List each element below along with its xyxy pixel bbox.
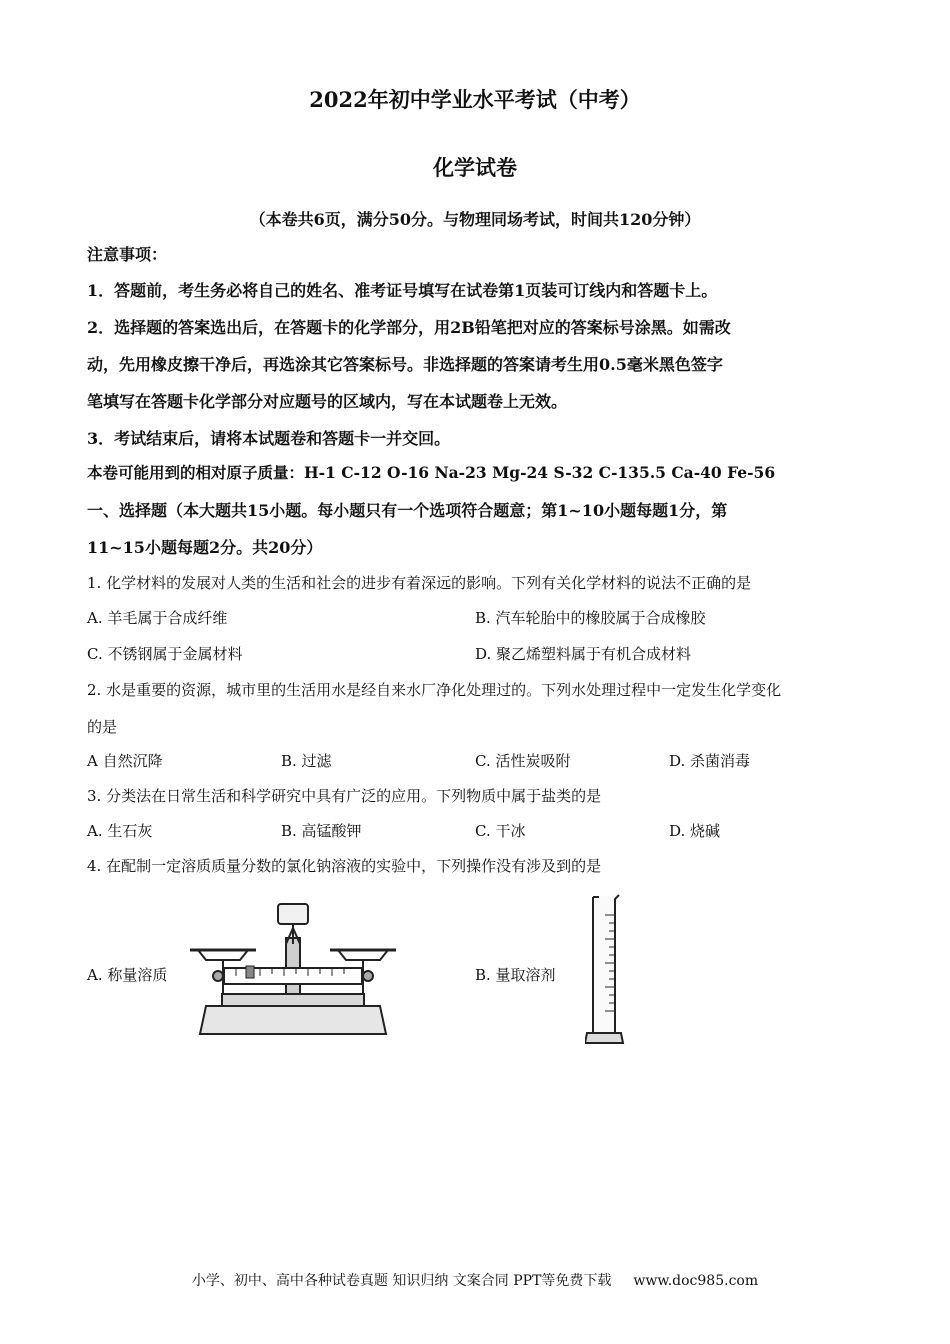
- notice-item-2-line-2: 动，先用橡皮擦干净后，再选涂其它答案标号。非选择题的答案请考生用0.5毫米黑色签字: [87, 355, 723, 374]
- question-2-option-c: C. 活性炭吸附: [475, 752, 571, 770]
- page-footer: [0, 1270, 950, 1290]
- question-1-option-c: C. 不锈钢属于金属材料: [87, 645, 243, 663]
- question-2-stem-line-1: 2. 水是重要的资源，城市里的生活用水是经自来水厂净化处理过的。下列水处理过程中一定发生化学变化: [87, 681, 782, 699]
- question-4-option-a: A. 称量溶质: [87, 966, 168, 984]
- question-4-option-b: B. 量取溶剂: [475, 966, 556, 984]
- subject-title: 化学试卷: [433, 155, 517, 180]
- notice-item-2-line-3: 笔填写在答题卡化学部分对应题号的区域内，写在本试题卷上无效。: [87, 392, 568, 411]
- notice-item-3: 3．考试结束后，请将本试题卷和答题卡一并交回。: [87, 429, 451, 448]
- question-1-option-a: A. 羊毛属于合成纤维: [87, 609, 228, 627]
- question-1-option-d: D. 聚乙烯塑料属于有机合成材料: [475, 645, 692, 663]
- section-1-heading-line-2: 11~15小题每题2分。共20分）: [87, 538, 323, 557]
- notice-item-2-line-1: 2．选择题的答案选出后，在答题卡的化学部分，用2B铅笔把对应的答案标号涂黑。如需改: [87, 318, 731, 337]
- notice-item-1: 1．答题前，考生务必将自己的姓名、准考证号填写在试卷第1页装可订线内和答题卡上。: [87, 281, 718, 300]
- question-1-stem: 1. 化学材料的发展对人类的生活和社会的进步有着深远的影响。下列有关化学材料的说法不正确的是: [87, 574, 752, 592]
- question-3-option-d: D. 烧碱: [669, 822, 721, 840]
- question-2-option-d: D. 杀菌消毒: [669, 752, 751, 770]
- exam-info: （本卷共6页，满分50分。与物理同场考试，时间共120分钟）: [249, 210, 701, 229]
- question-3-stem: 3. 分类法在日常生活和科学研究中具有广泛的应用。下列物质中属于盐类的是: [87, 787, 602, 805]
- question-1-option-b: B. 汽车轮胎中的橡胶属于合成橡胶: [475, 609, 706, 627]
- question-2-option-b: B. 过滤: [281, 752, 332, 770]
- footer-url[interactable]: www.doc985.com: [633, 1273, 759, 1289]
- section-1-heading-line-1: 一、选择题（本大题共15小题。每小题只有一个选项符合题意；第1~10小题每题1分，第: [87, 501, 728, 520]
- question-3-option-b: B. 高锰酸钾: [281, 822, 362, 840]
- balance-scale-image: [186, 898, 400, 1038]
- atomic-mass-line: 本卷可能用到的相对原子质量：H-1 C-12 O-16 Na-23 Mg-24 S-32 C-135.5 Ca-40 Fe-56: [87, 463, 776, 482]
- exam-title: 2022年初中学业水平考试（中考）: [309, 87, 641, 112]
- graduated-cylinder-image: [585, 893, 627, 1046]
- footer-text: 小学、初中、高中各种试卷真题 知识归纳 文案合同 PPT等免费下载: [191, 1273, 612, 1289]
- question-3-option-a: A. 生石灰: [87, 822, 153, 840]
- question-4-stem: 4. 在配制一定溶质质量分数的氯化钠溶液的实验中，下列操作没有涉及到的是: [87, 857, 602, 875]
- question-2-stem-line-2: 的是: [87, 718, 118, 736]
- question-3-option-c: C. 干冰: [475, 822, 526, 840]
- question-2-option-a: A 自然沉降: [87, 752, 163, 770]
- notice-heading: 注意事项：: [87, 245, 168, 264]
